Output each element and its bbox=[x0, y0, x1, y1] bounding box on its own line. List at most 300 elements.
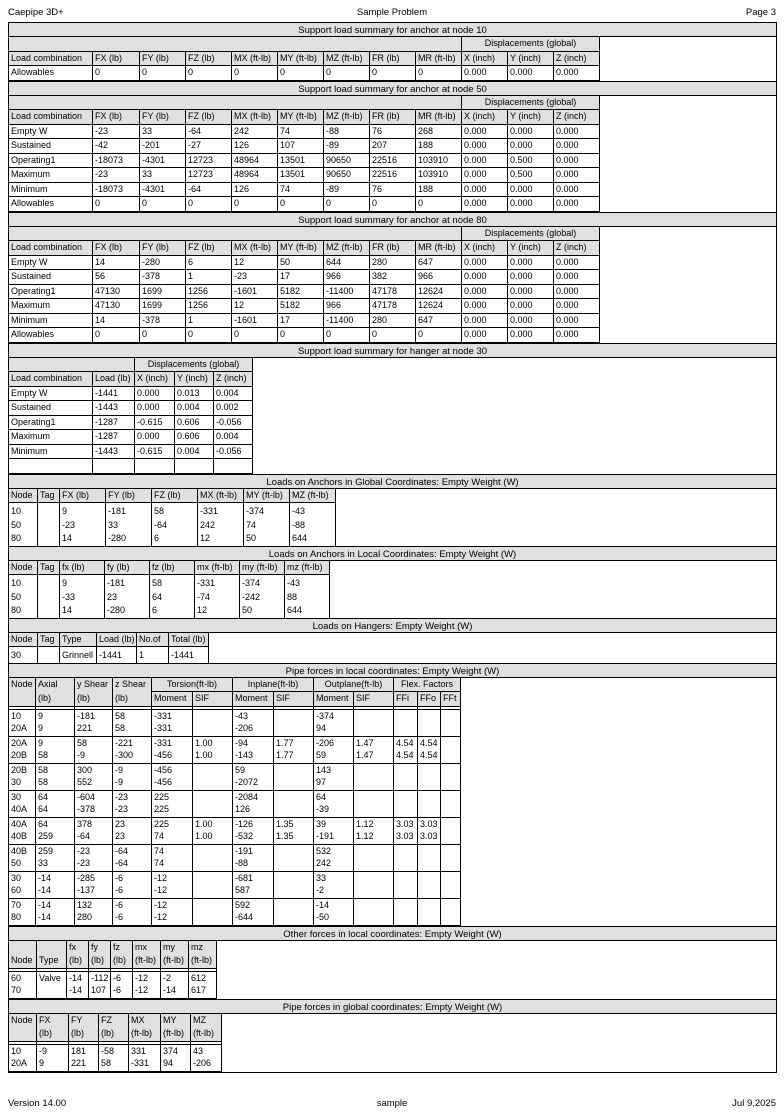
table-cell: -74 bbox=[195, 591, 240, 605]
table-cell bbox=[441, 709, 461, 736]
table-cell: 0 bbox=[140, 328, 186, 343]
table-cell: 126 bbox=[232, 182, 278, 197]
header-page-number: Page 3 bbox=[745, 7, 776, 18]
table-cell: Operating1 bbox=[9, 284, 93, 299]
table-cell bbox=[418, 844, 441, 871]
table-row bbox=[9, 844, 461, 871]
column-header: Type bbox=[37, 954, 67, 968]
column-header: MR (ft-lb) bbox=[416, 51, 462, 66]
table-cell bbox=[441, 736, 461, 763]
table-row bbox=[9, 459, 253, 474]
table-cell: -1441 bbox=[97, 649, 137, 663]
table-cell bbox=[38, 591, 60, 605]
header-spacer bbox=[93, 226, 140, 241]
table-cell: 374 94 bbox=[161, 1044, 191, 1071]
table-cell bbox=[214, 459, 253, 474]
table-cell bbox=[38, 519, 60, 533]
table-cell bbox=[38, 505, 60, 519]
column-header: mx (ft-lb) bbox=[195, 560, 240, 575]
table-cell: -27 bbox=[186, 139, 232, 154]
column-header: Node bbox=[9, 488, 38, 503]
table-cell bbox=[441, 871, 461, 898]
table-cell: 47178 bbox=[370, 284, 416, 299]
section-title: Support load summary for hanger at node 30 bbox=[8, 343, 777, 358]
table-cell: 10 20A bbox=[9, 1044, 37, 1071]
column-header: Z (inch) bbox=[554, 110, 600, 125]
table-cell: 14 bbox=[60, 604, 105, 618]
header-row bbox=[9, 110, 600, 125]
table-cell: -1443 bbox=[93, 401, 135, 416]
column-header: MZ (ft-lb) bbox=[324, 110, 370, 125]
header-spacer bbox=[416, 95, 462, 110]
header-spacer bbox=[232, 95, 278, 110]
table-cell: 50 bbox=[9, 591, 38, 605]
column-header: fx bbox=[67, 940, 89, 954]
column-header: FFt bbox=[441, 692, 461, 707]
section-frame bbox=[8, 940, 777, 1000]
table-cell: -374 bbox=[240, 577, 285, 591]
table-cell: 0.000 bbox=[508, 284, 554, 299]
column-header: FFi bbox=[394, 692, 418, 707]
column-header: FZ (lb) bbox=[152, 488, 198, 503]
table-cell: Minimum bbox=[9, 182, 93, 197]
table-cell: -33 bbox=[60, 591, 105, 605]
table-cell: 268 bbox=[416, 124, 462, 139]
table-cell: 30 bbox=[9, 649, 38, 663]
table-cell: 5182 bbox=[278, 299, 324, 314]
section-frame bbox=[8, 36, 777, 82]
table-cell: -0.056 bbox=[214, 444, 253, 459]
column-header: FR (lb) bbox=[370, 241, 416, 256]
table-cell: 1256 bbox=[186, 299, 232, 314]
header-spacer bbox=[370, 226, 416, 241]
column-units: (lb) bbox=[89, 954, 111, 968]
column-header: Node bbox=[9, 560, 38, 575]
data-table bbox=[8, 95, 600, 212]
table-cell: 12 bbox=[232, 299, 278, 314]
table-cell: -64 bbox=[152, 519, 198, 533]
table-cell: 6 bbox=[150, 604, 195, 618]
table-cell: -285 -137 bbox=[75, 871, 113, 898]
column-header: FX bbox=[37, 1013, 69, 1027]
data-table bbox=[8, 36, 600, 81]
table-cell: 59 -2072 bbox=[233, 763, 274, 790]
column-header: MX (ft-lb) bbox=[232, 110, 278, 125]
table-row bbox=[9, 168, 600, 183]
section-title: Loads on Anchors in Global Coordinates: Empty Weight (W) bbox=[8, 474, 777, 489]
footer-version: Version 14.00 bbox=[8, 1098, 67, 1109]
table-cell: 225 225 bbox=[152, 790, 193, 817]
header-row bbox=[9, 372, 253, 387]
table-cell: 48964 bbox=[232, 153, 278, 168]
table-cell: Minimum bbox=[9, 313, 93, 328]
table-row bbox=[9, 649, 209, 663]
table-cell: Sustained bbox=[9, 139, 93, 154]
table-row bbox=[9, 255, 600, 270]
table-cell: 12723 bbox=[186, 153, 232, 168]
table-cell: 76 bbox=[370, 182, 416, 197]
table-cell: 13501 bbox=[278, 168, 324, 183]
table-cell: -1443 bbox=[93, 444, 135, 459]
section-title: Support load summary for anchor at node 50 bbox=[8, 81, 777, 96]
table-cell: 0 bbox=[324, 66, 370, 81]
header-spacer bbox=[140, 37, 186, 52]
table-cell: 0 bbox=[140, 197, 186, 212]
table-cell: -0.615 bbox=[135, 444, 175, 459]
table-cell: 0.000 bbox=[462, 284, 508, 299]
header-spacer bbox=[93, 37, 140, 52]
column-header: X (inch) bbox=[135, 372, 175, 387]
table-cell: 0.000 bbox=[462, 299, 508, 314]
table-cell: -331 bbox=[198, 505, 244, 519]
column-header: FFo bbox=[418, 692, 441, 707]
table-cell: 23 23 bbox=[113, 817, 152, 844]
table-cell bbox=[274, 898, 314, 925]
table-cell: 13501 bbox=[278, 153, 324, 168]
table-cell: 143 97 bbox=[314, 763, 354, 790]
table-cell: 188 bbox=[416, 182, 462, 197]
table-cell: -0.056 bbox=[214, 415, 253, 430]
table-cell: 4.54 4.54 bbox=[418, 736, 441, 763]
page-header bbox=[8, 8, 776, 19]
column-header: Y (inch) bbox=[175, 372, 214, 387]
column-header: Tag bbox=[38, 488, 60, 503]
table-cell: 80 bbox=[9, 532, 38, 546]
table-cell: -88 bbox=[290, 519, 336, 533]
table-cell bbox=[274, 763, 314, 790]
table-cell bbox=[193, 709, 233, 736]
table-cell: -2 -14 bbox=[161, 971, 189, 998]
column-header: MX (ft-lb) bbox=[232, 241, 278, 256]
header-spacer bbox=[416, 37, 462, 52]
table-cell: 58 58 bbox=[36, 763, 75, 790]
table-cell: 225 74 bbox=[152, 817, 193, 844]
header-spacer bbox=[37, 940, 67, 954]
column-header: MY (ft-lb) bbox=[278, 110, 324, 125]
table-cell: -126 -532 bbox=[233, 817, 274, 844]
table-cell: 14 bbox=[93, 255, 140, 270]
header-spacer bbox=[370, 37, 416, 52]
table-cell: 242 bbox=[198, 519, 244, 533]
column-header: Type bbox=[60, 632, 97, 647]
column-header: FX (lb) bbox=[60, 488, 106, 503]
column-units: (lb) bbox=[75, 692, 113, 707]
table-cell: -11400 bbox=[324, 284, 370, 299]
header-app-name: Caepipe 3D+ bbox=[8, 7, 64, 18]
column-header: MY (ft-lb) bbox=[244, 488, 290, 503]
table-cell: 0.000 bbox=[462, 197, 508, 212]
column-header: FY (lb) bbox=[106, 488, 152, 503]
column-header: fz bbox=[111, 940, 133, 954]
section-frame bbox=[8, 226, 777, 344]
header-spacer bbox=[140, 95, 186, 110]
table-row bbox=[9, 817, 461, 844]
table-cell: 0.000 bbox=[508, 255, 554, 270]
header-spacer bbox=[370, 95, 416, 110]
table-cell: -12 -12 bbox=[152, 898, 193, 925]
table-row bbox=[9, 898, 461, 925]
table-cell bbox=[38, 532, 60, 546]
header-spacer bbox=[186, 226, 232, 241]
table-cell: 80 bbox=[9, 604, 38, 618]
displacements-header: Displacements (global) bbox=[462, 226, 600, 241]
table-cell: Maximum bbox=[9, 299, 93, 314]
table-cell bbox=[354, 844, 394, 871]
table-cell: 12624 bbox=[416, 284, 462, 299]
table-cell bbox=[274, 709, 314, 736]
table-row bbox=[9, 386, 253, 401]
table-cell: -64 bbox=[186, 124, 232, 139]
table-cell bbox=[175, 459, 214, 474]
table-cell: 0.000 bbox=[508, 124, 554, 139]
table-cell: -11400 bbox=[324, 313, 370, 328]
table-cell: 644 bbox=[324, 255, 370, 270]
table-cell: -6 -6 bbox=[113, 898, 152, 925]
table-cell: 88 bbox=[285, 591, 330, 605]
table-cell: 5182 bbox=[278, 284, 324, 299]
table-cell: 9 bbox=[60, 505, 106, 519]
table-cell: 10 20A bbox=[9, 709, 36, 736]
table-cell: 0.000 bbox=[462, 328, 508, 343]
table-cell: -181 bbox=[105, 577, 150, 591]
data-table bbox=[8, 1013, 222, 1072]
page-footer bbox=[8, 1099, 776, 1110]
table-cell: 0 bbox=[278, 197, 324, 212]
section-title: Pipe forces in local coordinates: Empty Weight (W) bbox=[8, 663, 777, 678]
header-spacer bbox=[324, 226, 370, 241]
header-spacer bbox=[278, 226, 324, 241]
table-cell: 50 bbox=[278, 255, 324, 270]
table-cell: 0.000 bbox=[554, 168, 600, 183]
column-header: my (ft-lb) bbox=[240, 560, 285, 575]
table-cell bbox=[354, 898, 394, 925]
column-units: (lb) bbox=[36, 692, 75, 707]
table-cell: 644 bbox=[285, 604, 330, 618]
table-cell: Empty W bbox=[9, 386, 93, 401]
footer-file-name: sample bbox=[376, 1098, 408, 1109]
table-cell: 0 bbox=[278, 66, 324, 81]
data-table bbox=[8, 357, 253, 474]
table-cell bbox=[441, 817, 461, 844]
header-spacer bbox=[232, 226, 278, 241]
table-cell: 0.000 bbox=[462, 270, 508, 285]
column-header: my bbox=[161, 940, 189, 954]
table-cell: Allowables bbox=[9, 66, 93, 81]
column-units: (ft-lb) bbox=[129, 1027, 161, 1041]
table-cell: 39 -191 bbox=[314, 817, 354, 844]
column-units: (ft-lb) bbox=[133, 954, 161, 968]
column-header: MZ (ft-lb) bbox=[324, 51, 370, 66]
table-cell: -23 -23 bbox=[75, 844, 113, 871]
column-header: fy bbox=[89, 940, 111, 954]
table-cell: 0.500 bbox=[508, 153, 554, 168]
table-cell: -18073 bbox=[93, 153, 140, 168]
column-header: mx bbox=[133, 940, 161, 954]
table-cell: 126 bbox=[232, 139, 278, 154]
table-row bbox=[9, 401, 253, 416]
table-cell bbox=[9, 459, 93, 474]
header-row bbox=[9, 357, 253, 372]
section-title: Other forces in local coordinates: Empty Weight (W) bbox=[8, 926, 777, 941]
header-row bbox=[9, 51, 600, 66]
table-cell: Maximum bbox=[9, 168, 93, 183]
table-cell bbox=[418, 898, 441, 925]
table-cell: 103910 bbox=[416, 168, 462, 183]
table-cell: -9 9 bbox=[37, 1044, 69, 1071]
table-cell: 76 bbox=[370, 124, 416, 139]
table-cell: 0.000 bbox=[462, 139, 508, 154]
table-cell: -58 58 bbox=[99, 1044, 129, 1071]
table-cell: -43 bbox=[285, 577, 330, 591]
table-cell: 0.000 bbox=[554, 270, 600, 285]
table-cell bbox=[394, 709, 418, 736]
header-spacer bbox=[186, 95, 232, 110]
footer-date: Jul 9,2025 bbox=[732, 1098, 776, 1109]
table-cell bbox=[38, 577, 60, 591]
data-table bbox=[8, 560, 330, 618]
table-cell: 644 bbox=[290, 532, 336, 546]
table-row bbox=[9, 505, 336, 519]
column-header: FX (lb) bbox=[93, 241, 140, 256]
table-cell: 9 9 bbox=[36, 709, 75, 736]
table-cell: -12 -12 bbox=[152, 871, 193, 898]
table-cell: 6 bbox=[186, 255, 232, 270]
table-cell: 612 617 bbox=[189, 971, 217, 998]
table-cell: 0.000 bbox=[554, 182, 600, 197]
table-cell: 90650 bbox=[324, 168, 370, 183]
table-cell: 0.013 bbox=[175, 386, 214, 401]
table-cell: -94 -143 bbox=[233, 736, 274, 763]
displacements-header: Displacements (global) bbox=[462, 37, 600, 52]
table-row bbox=[9, 139, 600, 154]
table-cell: 0.000 bbox=[554, 124, 600, 139]
column-header: fx (lb) bbox=[60, 560, 105, 575]
header-spacer bbox=[416, 226, 462, 241]
table-cell: -64 bbox=[186, 182, 232, 197]
table-cell: 50 bbox=[244, 532, 290, 546]
table-cell: 47178 bbox=[370, 299, 416, 314]
table-cell: 532 242 bbox=[314, 844, 354, 871]
column-units: (lb) bbox=[67, 954, 89, 968]
table-cell: -280 bbox=[140, 255, 186, 270]
table-cell: 0 bbox=[416, 66, 462, 81]
table-cell: 0.000 bbox=[554, 299, 600, 314]
column-header: y Shear bbox=[75, 677, 113, 692]
table-row bbox=[9, 532, 336, 546]
table-row bbox=[9, 124, 600, 139]
column-header: MY (ft-lb) bbox=[278, 241, 324, 256]
column-header: FZ (lb) bbox=[186, 51, 232, 66]
load-combination-header: Load combination bbox=[9, 241, 93, 256]
table-cell: 0.000 bbox=[508, 328, 554, 343]
table-cell: 0.004 bbox=[175, 444, 214, 459]
table-row bbox=[9, 197, 600, 212]
section-frame bbox=[8, 1013, 777, 1073]
table-row bbox=[9, 328, 600, 343]
header-row bbox=[9, 488, 336, 503]
data-table bbox=[8, 677, 461, 926]
table-row bbox=[9, 577, 330, 591]
table-cell: 647 bbox=[416, 255, 462, 270]
table-cell: 0.002 bbox=[214, 401, 253, 416]
header-problem-title: Sample Problem bbox=[356, 7, 428, 18]
table-cell: -604 -378 bbox=[75, 790, 113, 817]
header-row bbox=[9, 560, 330, 575]
table-cell: -201 bbox=[140, 139, 186, 154]
table-cell: 12624 bbox=[416, 299, 462, 314]
table-cell: -4301 bbox=[140, 182, 186, 197]
column-header: MX bbox=[129, 1013, 161, 1027]
table-cell: 378 -64 bbox=[75, 817, 113, 844]
column-header: Axial bbox=[36, 677, 75, 692]
table-cell: 40A 40B bbox=[9, 817, 36, 844]
table-row bbox=[9, 971, 217, 998]
column-header: MR (ft-lb) bbox=[416, 241, 462, 256]
table-cell: 0.000 bbox=[462, 182, 508, 197]
report-body bbox=[8, 23, 777, 1073]
table-cell bbox=[441, 790, 461, 817]
table-cell: -1601 bbox=[232, 284, 278, 299]
table-cell: -23 bbox=[232, 270, 278, 285]
table-cell: -1287 bbox=[93, 415, 135, 430]
table-cell: 10 bbox=[9, 505, 38, 519]
table-cell: -64 -64 bbox=[113, 844, 152, 871]
section-frame bbox=[8, 488, 777, 547]
table-cell: 64 bbox=[150, 591, 195, 605]
table-cell: 50 bbox=[240, 604, 285, 618]
data-table bbox=[8, 226, 600, 343]
column-header: No.of bbox=[137, 632, 169, 647]
table-cell: 0.000 bbox=[554, 284, 600, 299]
table-cell: 30 60 bbox=[9, 871, 36, 898]
table-row bbox=[9, 415, 253, 430]
header-spacer bbox=[324, 95, 370, 110]
table-row bbox=[9, 790, 461, 817]
column-header: fz (lb) bbox=[150, 560, 195, 575]
table-cell: 0 bbox=[186, 66, 232, 81]
column-units: (lb) bbox=[69, 1027, 99, 1041]
table-cell: 0.000 bbox=[508, 197, 554, 212]
column-header: Z (inch) bbox=[214, 372, 253, 387]
column-header: Node bbox=[9, 954, 37, 968]
table-cell: 0.500 bbox=[508, 168, 554, 183]
table-cell: 0 bbox=[416, 197, 462, 212]
data-table bbox=[8, 488, 336, 546]
table-cell: 14 bbox=[93, 313, 140, 328]
table-cell: 0.000 bbox=[508, 139, 554, 154]
column-header: Node bbox=[9, 1013, 37, 1027]
section-frame bbox=[8, 677, 777, 927]
table-cell: 0.004 bbox=[214, 430, 253, 445]
column-header: SIF bbox=[354, 692, 394, 707]
data-table bbox=[8, 632, 209, 663]
table-cell: 70 80 bbox=[9, 898, 36, 925]
table-cell: Operating1 bbox=[9, 153, 93, 168]
table-cell: 0 bbox=[186, 197, 232, 212]
table-cell: 0.000 bbox=[135, 386, 175, 401]
table-cell bbox=[354, 709, 394, 736]
table-cell: -4301 bbox=[140, 153, 186, 168]
table-cell: 1.00 1.00 bbox=[193, 817, 233, 844]
table-cell: Minimum bbox=[9, 444, 93, 459]
table-cell: 12723 bbox=[186, 168, 232, 183]
table-cell: 207 bbox=[370, 139, 416, 154]
table-cell: 33 bbox=[140, 124, 186, 139]
displacements-header: Displacements (global) bbox=[135, 357, 253, 372]
column-units: (ft-lb) bbox=[161, 1027, 191, 1041]
column-header: fy (lb) bbox=[105, 560, 150, 575]
table-cell bbox=[193, 790, 233, 817]
